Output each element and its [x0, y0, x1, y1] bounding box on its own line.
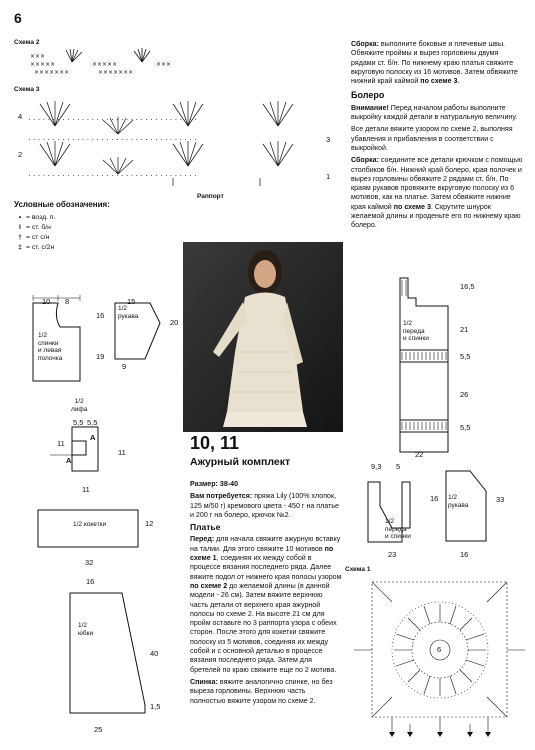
scheme3-diagram [28, 94, 338, 189]
bolero-heading: Болеро [351, 90, 385, 101]
pattern-sleeve-small [112, 293, 167, 363]
svg-text:×××××××: ××××××× [34, 69, 70, 76]
dim-skirt-25: 25 [94, 725, 103, 734]
bolero-assembly-label: Сборка: [351, 156, 379, 165]
pattern-bodice-title: 1/2 лифа [71, 398, 88, 413]
article-title: Ажурный комплект [190, 456, 291, 468]
scheme3-label: Схема 3 [14, 86, 40, 93]
svg-text:· · · · · · · · · ·: · · · · · · · · · · · · · · · · · · · · · · · · · · · · · · · · · · · [28, 115, 197, 124]
dim-bodice-5-5b: 5,5 [87, 418, 98, 427]
legend-title: Условные обозначения: [14, 200, 110, 209]
dim-bodice-11c: 11 [82, 485, 90, 494]
dim-skirt-40: 40 [150, 649, 159, 658]
front-bold3: по схеме 2 [190, 581, 228, 590]
pattern-skirt [60, 585, 155, 725]
row-number-2: 2 [18, 150, 23, 159]
pattern-bodice [50, 415, 120, 490]
legend-text: = возд. п. [26, 213, 56, 221]
legend-text: = ст. б/н [26, 223, 51, 231]
article-body [190, 480, 342, 709]
dim-bodice-5-5a: 5,5 [73, 418, 84, 427]
svg-text:×××: ××× [30, 53, 46, 60]
pattern-front-dress-label: 1/2 переда и спинки [403, 320, 429, 342]
attention-label: Внимание! [351, 103, 389, 112]
bolero-assembly-end: . Скрутите шнурок желаемой длины и проденьте его по нижнему краю болеро. [351, 202, 521, 230]
article-right-column [351, 40, 523, 234]
legend-item [14, 232, 174, 242]
dim-back-19: 19 [96, 352, 105, 361]
point-a-2: A [66, 456, 72, 465]
materials-label: Вам потребуется: [190, 492, 253, 501]
pattern-bolero-sleeve-label: 1/2 рукава [448, 494, 469, 509]
dim-sleeve-9: 9 [122, 362, 127, 371]
assembly-text: выполните боковые и плечевые швы. Обвяжите проймы и вырез горловины двумя рядами ст. б/н. По нижнему краю платья свяжите вкруговую полоску из 16 мотивов. Затем обвяжите нижний край каймой [351, 40, 518, 86]
article-number: 10, 11 [190, 433, 240, 453]
dim-dress-26: 26 [460, 390, 469, 399]
svg-text:×××××: ××××× [30, 61, 56, 68]
legend-symbol: I [19, 223, 21, 231]
scheme1-motif [352, 574, 527, 746]
scheme2-diagram [30, 46, 180, 76]
attention-text: Перед началом работы выполните выкройку каждой детали в натуральную величину. [351, 103, 518, 122]
front-label: Перед: [190, 535, 215, 544]
legend-item [14, 242, 174, 252]
dim-skirt-1-5: 1,5 [150, 702, 161, 711]
dim-dress-5-5b: 5,5 [460, 423, 471, 432]
dim-bodice-11a: 11 [57, 439, 65, 448]
dim-dress-21: 21 [460, 325, 469, 334]
row-number-3: 3 [326, 135, 331, 144]
svg-text:×××××××: ××××××× [98, 69, 134, 76]
front-text: для начала свяжите ажурную вставку на талии. Для этого свяжите 10 мотивов [190, 535, 341, 553]
pattern-skirt-label: 1/2 юбки [78, 622, 94, 637]
legend-text: = ст с/н [26, 233, 50, 241]
dim-sleeve-20: 20 [170, 318, 179, 327]
dim-back-8: 8 [65, 297, 70, 306]
dim-bolero-23: 23 [388, 550, 397, 559]
row-number-1: 1 [326, 172, 331, 181]
bolero-assembly-text: соедините все детали крючком с помощью столбиков б/н. Нижний край болеро, края полочек и вырез горловины обвяжите 2 рядами ст. б/н. По краям рукавов провяжите вкруговую полоску из 6 мотивов, как на платье. Затем обвяжите нижние края каймой [351, 156, 523, 211]
dim-bolero-16: 16 [430, 494, 439, 503]
legend-item [14, 212, 174, 222]
pattern-front-dress [392, 272, 462, 457]
dress-heading: Платье [190, 522, 221, 533]
pattern-bolero-front-label: 1/2 переда и спинки [385, 518, 411, 540]
article-size: Размер: 38-40 [190, 480, 239, 488]
bolero-assembly-bold2: по схеме 3 [393, 202, 431, 211]
pattern-yoke [35, 505, 155, 555]
front-text2: , соединяя их между собой в процессе вязания последнего ряда. Далее вяжите подол от нижнего края полосы узором [190, 554, 342, 581]
front-text3: до желаемой длины (в данной модели - 26 см). Затем вяжите верхнюю часть детали от верхнего края ажурной полосы по схеме 2. На высоте 21 см для пройм оставьте по 3 раппорта узора с обеих сторон. После этого для кокетки свяжите полоску из 5 мотивов, соединяя их между собой и с основной деталью в процессе вязания последнего ряда. Затем для бретелей по краю свяжите еще по 2 мотива. [190, 581, 337, 674]
dim-bolero-9-3: 9,3 [371, 462, 382, 471]
dim-bolero-sleeve-33: 33 [496, 495, 505, 504]
dim-back-10: 10 [42, 297, 51, 306]
pattern-sleeve-small-label: 1/2 рукава [118, 305, 139, 320]
front-bold2: по схеме 1 [190, 544, 334, 563]
page-number: 6 [14, 10, 22, 26]
assembly-label: Сборка: [351, 40, 379, 48]
pattern-back-label: 1/2 спинки и левая полочка [38, 332, 63, 362]
back-label: Спинка: [190, 677, 218, 686]
dim-dress-22: 22 [415, 450, 424, 459]
model-photo [183, 242, 343, 432]
article-header [190, 433, 290, 468]
svg-text:×××: ××× [156, 61, 172, 68]
svg-text:· · · · · · · · · ·: · · · · · · · · · · · · · · · · · · · · · · · · · · · · · · · · · · · [28, 171, 197, 180]
dim-bolero-5: 5 [396, 462, 401, 471]
assembly-end: . [457, 77, 460, 86]
legend [14, 200, 174, 252]
motif-center-number: 6 [437, 645, 442, 654]
dim-bolero-sleeve-16: 16 [460, 550, 469, 559]
dim-dress-5-5a: 5,5 [460, 352, 471, 361]
legend-item [14, 222, 174, 232]
materials-text: пряжа Lily (100% хлопок, 125 м/50 г) кремового цвета - 450 г на платье и 200 г на болеро, крючок №2. [190, 492, 339, 519]
legend-text: = ст. с/2н [26, 243, 55, 251]
back-text: вяжите аналогично спинке, но без выреза горловины. Верхнюю часть полностью вяжите узором по схеме 2. [190, 677, 333, 705]
dim-skirt-16: 16 [86, 577, 95, 586]
legend-symbol: ‡ [18, 243, 22, 251]
svg-text:×××××: ××××× [92, 61, 118, 68]
row-number-4: 4 [18, 112, 23, 121]
dim-back-16: 16 [96, 311, 105, 320]
scheme2-label: Схема 2 [14, 39, 40, 46]
svg-text:· · · · · · · · · ·: · · · · · · · · · · · · · · · · · · · · · · · · · · · · · · · · · · · [28, 135, 197, 144]
pattern-yoke-label: 1/2 кокетки [73, 521, 107, 528]
dim-yoke-12: 12 [145, 519, 154, 528]
dim-yoke-32: 32 [85, 558, 94, 567]
dim-sleeve-15: 15 [127, 297, 136, 306]
pattern-bolero-sleeve [440, 465, 500, 555]
point-a-1: A [90, 433, 96, 442]
assembly-bold2: по схеме 3 [420, 77, 458, 86]
legend-symbol: † [18, 233, 22, 241]
legend-symbol: • [18, 213, 22, 221]
bolero-p1: Все детали вяжите узором по схеме 2, выполняя убавления и прибавления в соответствии с выкройкой. [351, 125, 513, 152]
dim-dress-16-5: 16,5 [460, 282, 475, 291]
scheme1-label: Схема 1 [345, 566, 371, 573]
rapport-label: Раппорт [197, 193, 224, 200]
dim-bodice-11b: 11 [118, 448, 126, 457]
